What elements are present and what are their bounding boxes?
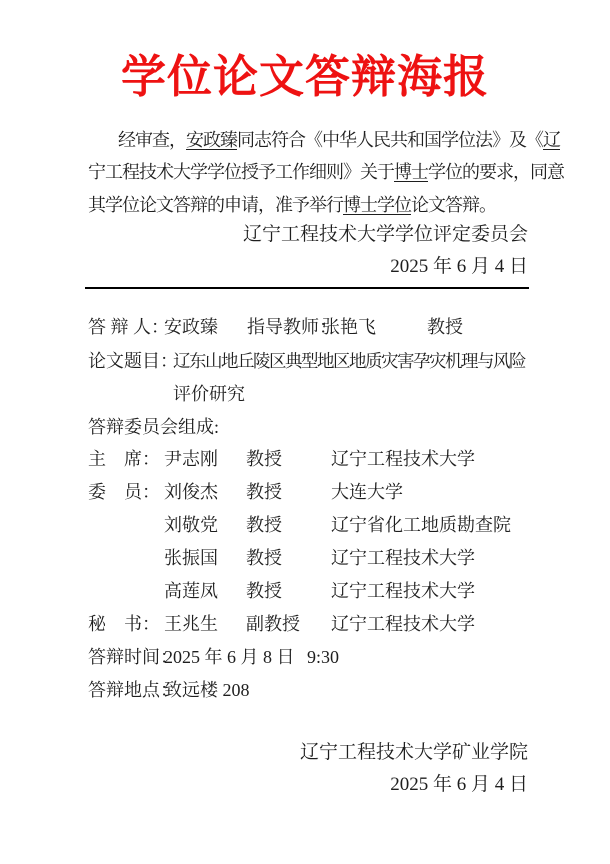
committee-row-secretary [88,611,558,637]
defense-venue-value: 致远楼 208 [164,680,250,700]
defense-venue-label: 答辩地点： [88,680,178,700]
committee-role: 秘 书： [88,614,160,634]
supervisor-label: 指导教师： [247,317,337,337]
committee-row-chair [88,446,558,472]
approval-l3-post: 论文答辩。 [411,194,496,215]
committee-heading: 答辩委员会组成: [88,417,220,437]
horizontal-divider [85,287,529,289]
issuing-college: 辽宁工程技术大学矿业学院 [299,742,528,763]
thesis-label: 论文题目： [88,351,178,371]
defense-time-date: 2025 年 6 月 8 日 [164,647,295,667]
approval-l1-pre: 经审查， [118,130,186,150]
committee-member-title: 教授 [246,581,282,601]
committee-member-affiliation: 辽宁工程技术大学 [331,614,475,634]
poster-title: 学位论文答辩海报 [120,52,489,102]
thesis-title-line2: 评价研究 [173,384,245,404]
committee-member-title: 教授 [246,449,282,469]
committee-member-affiliation: 辽宁工程技术大学 [331,548,475,568]
thesis-title-row [88,348,558,374]
committee-heading-row [88,414,558,440]
degree-committee-signature: 辽宁工程技术大学学位评定委员会 [242,224,528,245]
approval-l1-mid: 同志符合《中华人民共和国学位法》及《 [237,130,543,150]
committee-member-affiliation: 辽宁省化工地质勘查院 [331,515,511,535]
committee-role: 主 席： [88,449,160,469]
committee-member-name: 高莲凤 [164,581,218,601]
committee-member-affiliation: 辽宁工程技术大学 [331,449,475,469]
approval-l1-tail-underlined: 辽 [543,130,560,150]
committee-member-affiliation: 大连大学 [331,482,403,502]
supervisor-title: 教授 [427,317,463,337]
approval-line-2 [88,156,564,188]
committee-row-member [88,512,558,538]
issue-date: 2025 年 6 月 4 日 [390,774,528,795]
committee-member-name: 王兆生 [164,614,218,634]
committee-role: 委 员： [88,482,160,502]
defense-time-clock: 9:30 [307,647,340,667]
committee-member-title: 教授 [246,482,282,502]
approval-paragraph [88,124,564,221]
degree-type-underlined: 博士学位 [343,194,411,215]
defendant-name-underlined: 安政臻 [186,130,237,150]
committee-member-name: 张振国 [164,548,218,568]
supervisor-name: 张艳飞 [322,317,376,337]
committee-member-name: 刘敬党 [164,515,218,535]
defense-venue-row [88,677,558,703]
approval-l2-pre: 宁工程技术大学学位授予工作细则》关于 [88,162,394,183]
committee-member-title: 教授 [246,515,282,535]
defense-time-row [88,644,558,670]
committee-member-name: 尹志刚 [164,449,218,469]
committee-member-title: 教授 [246,548,282,568]
committee-row-member [88,479,558,505]
committee-row-member [88,545,558,571]
defender-label: 答 辩 人： [88,317,169,337]
defender-row [88,314,558,340]
approval-l2-post: 学位的要求，同意 [428,162,564,183]
thesis-title-row-2 [88,381,558,407]
approval-date: 2025 年 6 月 4 日 [390,256,528,277]
approval-l3-pre: 其学位论文答辩的申请，准予举行 [88,194,343,215]
committee-member-affiliation: 辽宁工程技术大学 [331,581,475,601]
defense-time-label: 答辩时间： [88,647,178,667]
committee-member-name: 刘俊杰 [164,482,218,502]
committee-row-member [88,578,558,604]
degree-level-underlined: 博士 [394,162,428,183]
committee-member-title: 副教授 [246,614,300,634]
approval-line-1 [88,124,560,156]
approval-line-3 [88,189,548,221]
defender-name: 安政臻 [164,317,218,337]
thesis-title-line1: 辽东山地丘陵区典型地区地质灾害孕灾机理与风险 [173,351,525,371]
